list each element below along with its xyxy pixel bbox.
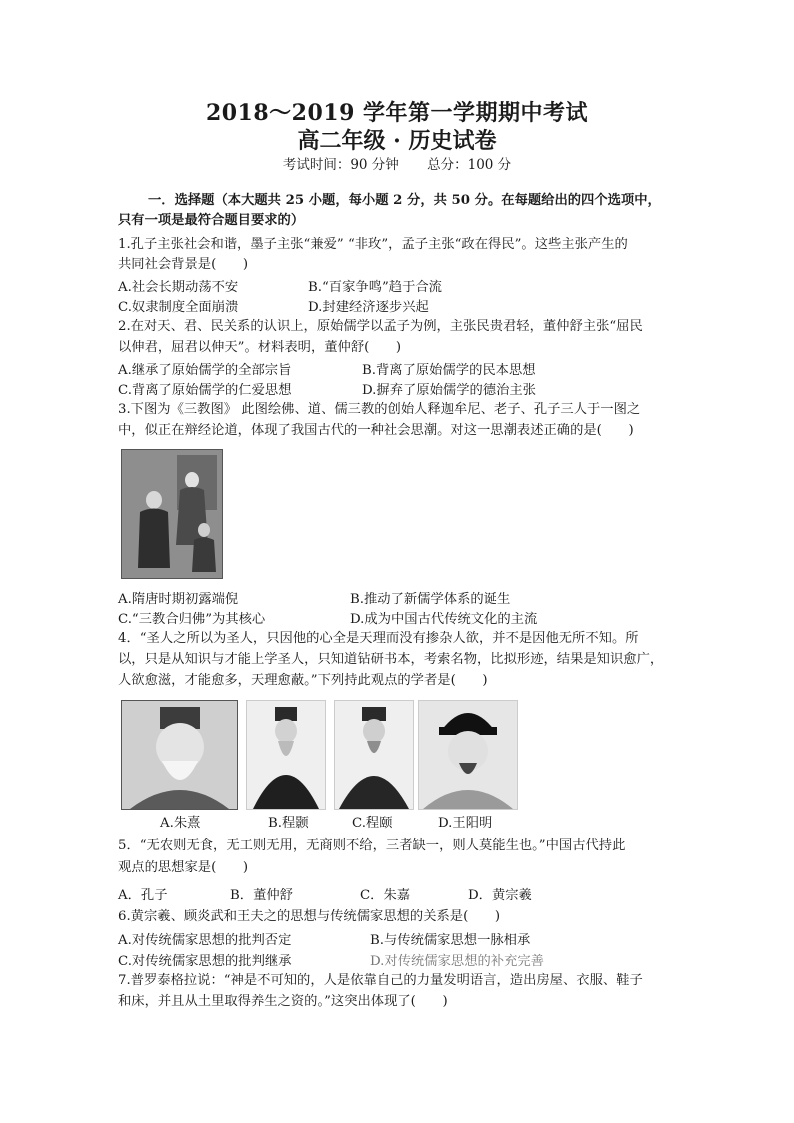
q6-option-b: B.与传统儒家思想一脉相承: [370, 933, 531, 948]
exam-subtitle: 高二年级 · 历史试卷: [297, 128, 497, 154]
q6-option-c: C.对传统儒家思想的批判继承: [118, 954, 292, 969]
q5-stem-line1: 5．“无农则无食，无工则无用，无商则不给，三者缺一，则人莫能生也。”中国古代持此: [118, 838, 626, 853]
q4-caption-b: B.程颢: [268, 816, 309, 831]
q5-stem-line2: 观点的思想家是( ): [118, 860, 249, 875]
portrait-cheng-hao: [246, 700, 326, 810]
q5-option-d: D．黄宗羲: [468, 888, 532, 903]
q2-option-d: D.摒弃了原始儒学的德治主张: [362, 383, 536, 398]
q4-stem-line3: 人欲愈滋，才能愈多，天理愈蔽。”下列持此观点的学者是( ): [118, 673, 488, 688]
q6-option-d: D.对传统儒家思想的补充完善: [370, 954, 544, 969]
q7-stem-line2: 和床，并且从土里取得养生之资的。”这突出体现了( ): [118, 994, 448, 1009]
q1-option-b: B.“百家争鸣”趋于合流: [308, 280, 442, 295]
q6-option-a: A.对传统儒家思想的批判否定: [118, 933, 292, 948]
q2-stem-line2: 以伸君，屈君以伸天”。材料表明，董仲舒( ): [118, 340, 402, 355]
portrait-figure-icon: [122, 701, 237, 809]
q1-stem-line1: 1.孔子主张社会和谐，墨子主张“兼爱” “非玫”，孟子主张“政在得民”。这些主张产生的: [118, 237, 628, 252]
q4-caption-a: A.朱熹: [160, 816, 201, 831]
portrait-zhu-xi: [121, 700, 238, 810]
q2-option-b: B.背离了原始儒学的民本思想: [362, 363, 536, 378]
three-teachings-figures-icon: [122, 450, 222, 578]
q5-option-c: C．朱嘉: [360, 888, 411, 903]
section-heading-line2: 只有一项是最符合题目要求的）: [118, 213, 305, 228]
portrait-figure-icon: [247, 701, 325, 809]
q4-stem-line2: 以，只是从知识与才能上学圣人，只知道钻研书本，考索名物，比拟形迹，结果是知识愈广，: [118, 652, 664, 667]
portrait-figure-icon: [419, 701, 517, 809]
q4-stem-line1: 4．“圣人之所以为圣人，只因他的心全是天理而没有掺杂人欲，并不是因他无所不知。所: [118, 631, 639, 646]
q2-option-a: A.继承了原始儒学的全部宗旨: [118, 363, 292, 378]
portrait-wang-yangming: [418, 700, 518, 810]
q3-stem-line1: 3.下图为《三教图》 此图绘佛、道、儒三教的创始人释迦牟尼、老子、孔子三人于一图之: [118, 402, 641, 417]
portrait-cheng-yi: [334, 700, 414, 810]
exam-title: 2018～2019 学年第一学期期中考试: [205, 100, 589, 126]
q1-option-c: C.奴隶制度全面崩溃: [118, 300, 239, 315]
q3-option-c: C.“三教合归佛”为其核心: [118, 612, 266, 627]
three-teachings-painting: [121, 449, 223, 579]
q4-caption-d: D.王阳明: [438, 816, 493, 831]
q5-option-a: A．孔子: [118, 888, 168, 903]
q1-stem-line2: 共同社会背景是( ): [118, 257, 249, 272]
q4-caption-c: C.程颐: [352, 816, 393, 831]
section-heading-line1: 一．选择题（本大题共 25 小题，每小题 2 分，共 50 分。在每题给出的四个选项中，: [148, 193, 661, 208]
q3-option-d: D.成为中国古代传统文化的主流: [350, 612, 538, 627]
exam-score: 总分：100 分: [427, 157, 512, 173]
q2-option-c: C.背离了原始儒学的仁爱思想: [118, 383, 292, 398]
exam-time: 考试时间：90 分钟: [282, 157, 399, 173]
q6-stem-line1: 6.黄宗羲、顾炎武和王夫之的思想与传统儒家思想的关系是( ): [118, 909, 501, 924]
q5-option-b: B．董仲舒: [230, 888, 293, 903]
q2-stem-line1: 2.在对天、君、民关系的认识上，原始儒学以孟子为例，主张民贵君轻，董仲舒主张“屈民: [118, 319, 643, 334]
q1-option-a: A.社会长期动荡不安: [118, 280, 239, 295]
q3-option-b: B.推动了新儒学体系的诞生: [350, 592, 511, 607]
q1-option-d: D.封建经济逐步兴起: [308, 300, 429, 315]
exam-meta: [0, 153, 794, 173]
q7-stem-line1: 7.普罗泰格拉说：“神是不可知的，人是依靠自己的力量发明语言，造出房屋、衣服、鞋子: [118, 973, 643, 988]
q3-stem-line2: 中，似正在辩经论道，体现了我国古代的一种社会思潮。对这一思潮表述正确的是( ): [118, 423, 634, 438]
portrait-figure-icon: [335, 701, 413, 809]
q3-option-a: A.隋唐时期初露端倪: [118, 592, 239, 607]
